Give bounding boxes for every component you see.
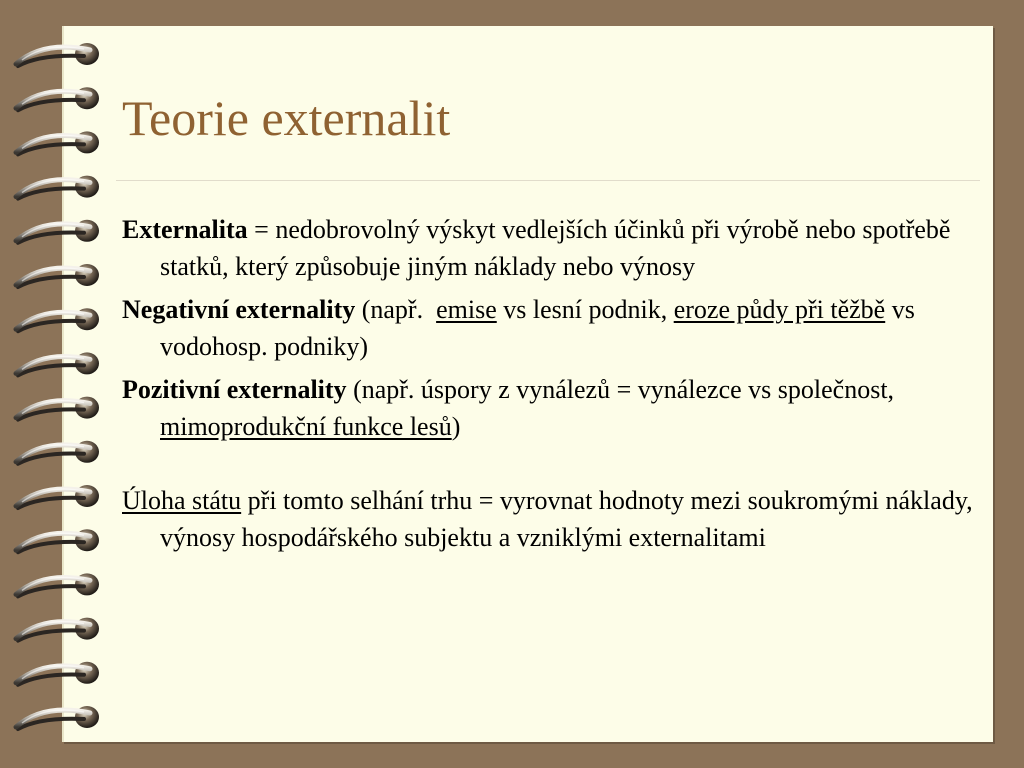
term-positive-externalities: Pozitivní externality: [122, 375, 347, 404]
bullet-negative-externalities: [122, 291, 982, 365]
bullet-uloha-statu: [122, 482, 982, 556]
spiral-ring: [16, 485, 99, 508]
spiral-ring: [16, 264, 99, 287]
spiral-ring: [16, 87, 99, 110]
link-emise[interactable]: emise: [436, 295, 497, 324]
bullet-positive-externalities: [122, 371, 982, 445]
spiral-ring: [16, 308, 99, 331]
spiral-binding-icon: [0, 0, 110, 768]
spiral-ring: [16, 352, 99, 375]
bullet-externalita: [122, 211, 982, 285]
title-divider: [116, 180, 980, 181]
example-text: ): [451, 412, 461, 441]
statement-text: při tomto selhání trhu = vyrovnat hodnoty mezi soukromými náklady, výnosy hospodářského subjektu a vzniklými externalitami: [160, 486, 973, 552]
slide-title: Teorie externalit: [122, 90, 451, 146]
example-text: vs vodohosp. podniky): [160, 295, 915, 361]
spiral-ring: [16, 131, 99, 154]
link-uloha-statu[interactable]: Úloha státu: [122, 486, 242, 515]
example-text: vs lesní podnik,: [496, 295, 674, 324]
spiral-ring: [16, 573, 99, 596]
definition-text: = nedobrovolný výskyt vedlejších účinků při výrobě nebo spotřebě statků, který způsobuje jiným náklady nebo výnosy: [160, 215, 951, 281]
example-text: (např.: [355, 295, 437, 324]
slide-body: [122, 211, 982, 562]
term-negative-externalities: Negativní externality: [122, 295, 356, 324]
spiral-ring: [16, 529, 99, 552]
link-eroze-pudy[interactable]: eroze půdy při těžbě: [673, 295, 886, 324]
spiral-ring: [16, 43, 99, 66]
spiral-ring: [16, 220, 99, 243]
example-text: (např. úspory z vynálezů = vynálezce vs společnost,: [346, 375, 895, 404]
term-externalita: Externalita: [122, 215, 248, 244]
spiral-ring: [16, 176, 99, 199]
spiral-ring: [16, 618, 99, 641]
spiral-ring: [16, 662, 99, 685]
spiral-ring: [16, 441, 99, 464]
spiral-ring: [16, 706, 99, 729]
link-mimoprodukcni-funkce[interactable]: mimoprodukční funkce lesů: [160, 412, 452, 441]
spiral-ring: [16, 397, 99, 420]
